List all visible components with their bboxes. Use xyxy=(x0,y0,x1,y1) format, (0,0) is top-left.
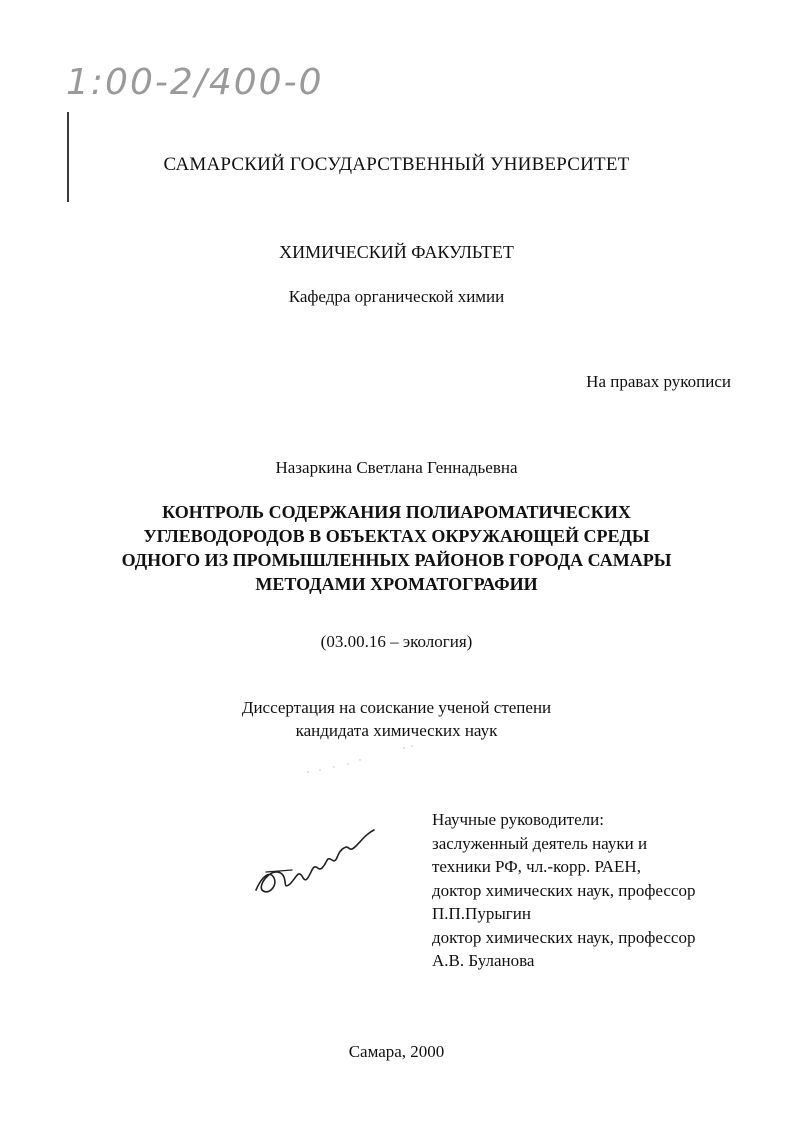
dissertation-line: Диссертация на соискание ученой степени xyxy=(241,698,552,717)
department-name: Кафедра органической химии xyxy=(288,287,505,306)
thesis-title-line: УГЛЕВОДОРОДОВ В ОБЪЕКТАХ ОКРУЖАЮЩЕЙ СРЕДЫ xyxy=(143,526,650,546)
thesis-title-line: КОНТРОЛЬ СОДЕРЖАНИЯ ПОЛИАРОМАТИЧЕСКИХ xyxy=(162,502,631,522)
university-name: САМАРСКИЙ ГОСУДАРСТВЕННЫЙ УНИВЕРСИТЕТ xyxy=(163,154,630,175)
thesis-title xyxy=(0,500,793,596)
thesis-title-line: МЕТОДАМИ ХРОМАТОГРАФИИ xyxy=(255,574,538,594)
dissertation-statement xyxy=(0,696,793,742)
rights-note: На правах рукописи xyxy=(586,372,731,391)
supervisors-block xyxy=(432,808,695,973)
specialty-code: (03.00.16 – экология) xyxy=(320,632,473,651)
supervisors-heading: Научные руководители: xyxy=(432,810,604,829)
supervisor-line: П.П.Пурыгин xyxy=(432,904,531,923)
thesis-title-line: ОДНОГО ИЗ ПРОМЫШЛЕННЫХ РАЙОНОВ ГОРОДА САМАРЫ xyxy=(121,550,672,570)
author-name: Назаркина Светлана Геннадьевна xyxy=(275,458,518,477)
supervisor-line: доктор химических наук, профессор xyxy=(432,880,696,900)
faculty-name: ХИМИЧЕСКИЙ ФАКУЛЬТЕТ xyxy=(279,242,514,262)
supervisor-line: заслуженный деятель науки и xyxy=(432,833,648,853)
city-year: Самара, 2000 xyxy=(348,1042,445,1061)
signature-handwritten xyxy=(252,826,382,902)
supervisor-line: доктор химических наук, профессор xyxy=(432,927,696,947)
catalog-stamp: 1:00-2/400-0 xyxy=(66,62,324,103)
supervisor-line: А.В. Буланова xyxy=(432,951,535,970)
scan-specks xyxy=(300,740,420,780)
dissertation-line: кандидата химических наук xyxy=(295,721,498,740)
supervisor-line: техники РФ, чл.-корр. РАЕН, xyxy=(432,857,641,876)
